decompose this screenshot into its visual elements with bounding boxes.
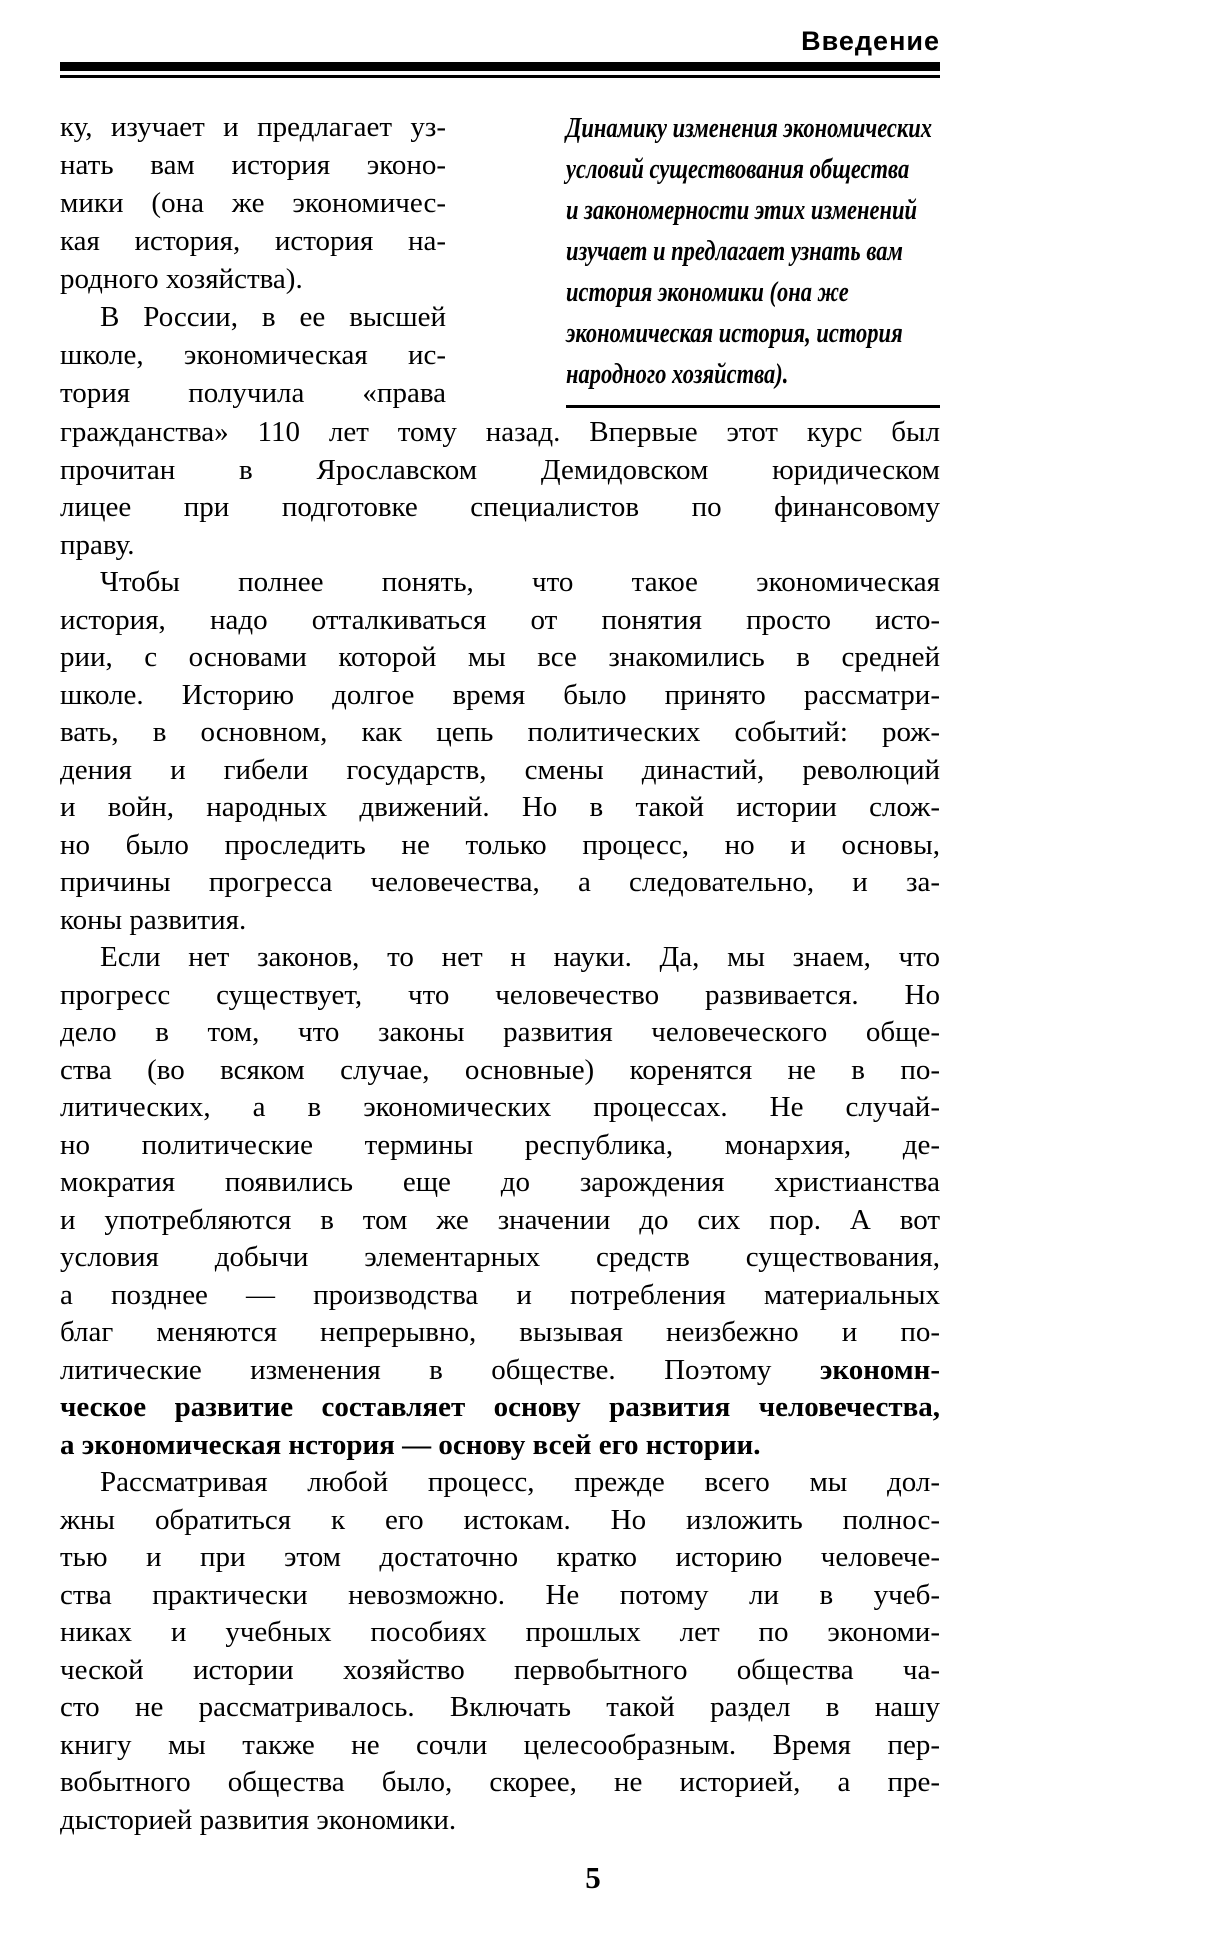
text-line: ства (во всяком случае, основные) коренятся не в по- — [60, 1053, 940, 1086]
text-line: жны обратиться к его истокам. Но изложить полнос- — [60, 1503, 940, 1536]
epigraph-quote-text — [566, 108, 940, 395]
text-line: ку, изучает и предлагает уз- — [60, 111, 446, 143]
text-line: история экономики (она же — [566, 276, 849, 308]
text-line: экономическая история, история — [566, 317, 903, 349]
chapter-title: Введение — [801, 26, 940, 56]
text-line: вать, в основном, как цепь политических событий: рож- — [60, 716, 940, 748]
two-column-section — [60, 108, 940, 412]
text-line: дысторией развития экономики. — [60, 1803, 457, 1836]
header-rule-thick — [60, 62, 940, 71]
text-line: праву. — [60, 528, 135, 561]
text-line: кая история, история на- — [60, 225, 446, 257]
text-line: литические изменения в обществе. Поэтому экономн- — [60, 1353, 940, 1386]
text-line: книгу мы также не сочли целесообразным. Время пер- — [60, 1728, 940, 1761]
epigraph-underline — [566, 405, 940, 408]
text-line: прогресс существует, что человечество развивается. Но — [60, 978, 940, 1011]
text-line: а экономическая нстория — основу всей его нстории. — [60, 1428, 761, 1461]
text-line: гражданства» 110 лет тому назад. Впервые этот курс был — [60, 416, 940, 448]
text-line: нать вам история эконо- — [60, 149, 446, 181]
text-line: мократия появились еще до зарождения христианства — [60, 1166, 940, 1198]
text-line: лицее при подготовке специалистов по финансовому — [60, 491, 940, 523]
text-line: дения и гибели государств, смены династий, революций — [60, 753, 940, 786]
right-column — [566, 108, 940, 412]
page-header — [60, 0, 940, 56]
left-column-text — [60, 108, 446, 412]
text-line: история, надо отталкиваться от понятия просто исто- — [60, 603, 940, 636]
text-line: изучает и предлагает узнать вам — [566, 235, 903, 267]
text-line: Рассматривая любой процесс, прежде всего мы дол- — [100, 1466, 940, 1498]
text-line: условия добычи элементарных средств существования, — [60, 1241, 940, 1273]
text-line: В России, в ее высшей — [100, 301, 446, 333]
text-line: никах и учебных пособиях прошлых лет по экономи- — [60, 1616, 940, 1648]
header-rule-thin — [60, 75, 940, 78]
text-line: и закономерности этих изменений — [566, 194, 917, 226]
text-line: условий существования общества — [566, 153, 910, 185]
paragraph — [60, 939, 940, 1464]
text-line: ческое развитие составляет основу развития человечества, — [60, 1391, 940, 1423]
text-line: причины прогресса человечества, а следовательно, и за- — [60, 866, 940, 898]
text-line: дело в том, что законы развития человеческого обще- — [60, 1016, 940, 1048]
page-content — [60, 0, 940, 1839]
text-line: Чтобы полнее понять, что такое экономическая — [100, 566, 940, 598]
text-line: сто не рассматривалось. Включать такой раздел в нашу — [60, 1691, 940, 1723]
text-line: благ меняются непрерывно, вызывая неизбежно и по- — [60, 1316, 940, 1348]
text-line: тория получила «права — [60, 377, 446, 409]
body-text — [60, 414, 940, 1839]
text-line: а позднее — производства и потребления материальных — [60, 1278, 940, 1311]
text-line: вобытного общества было, скорее, не историей, а пре- — [60, 1766, 940, 1798]
paragraph — [60, 298, 446, 412]
text-line: литических, а в экономических процессах. Не случай- — [60, 1091, 940, 1123]
text-line: и войн, народных движений. Но в такой истории слож- — [60, 791, 940, 823]
text-line: тью и при этом достаточно кратко историю человече- — [60, 1541, 940, 1573]
text-line: но политические термины республика, монархия, де- — [60, 1128, 940, 1161]
paragraph — [60, 414, 940, 564]
text-line: и употребляются в том же значении до сих пор. А вот — [60, 1203, 940, 1236]
text-line: школе, экономическая ис- — [60, 339, 446, 371]
text-line: прочитан в Ярославском Демидовском юридическом — [60, 453, 940, 486]
text-line: мики (она же экономичес- — [60, 187, 446, 219]
text-line: коны развития. — [60, 903, 247, 936]
text-line: Динамику изменения экономических — [566, 112, 933, 144]
text-line: но было проследить не только процесс, но и основы, — [60, 828, 940, 861]
text-line: ства практически невозможно. Не потому ли в учеб- — [60, 1578, 940, 1611]
text-line: народного хозяйства). — [566, 358, 789, 390]
page-number: 5 — [585, 1860, 601, 1895]
paragraph — [60, 1464, 940, 1839]
paragraph — [60, 108, 446, 298]
paragraph — [60, 564, 940, 939]
text-line: Если нет законов, то нет н науки. Да, мы знаем, что — [100, 941, 940, 973]
text-line: школе. Историю долгое время было принято рассматри- — [60, 678, 940, 711]
text-line: родного хозяйства). — [60, 263, 303, 295]
text-line: ческой истории хозяйство первобытного общества ча- — [60, 1653, 940, 1686]
text-line: рии, с основами которой мы все знакомились в средней — [60, 641, 940, 673]
